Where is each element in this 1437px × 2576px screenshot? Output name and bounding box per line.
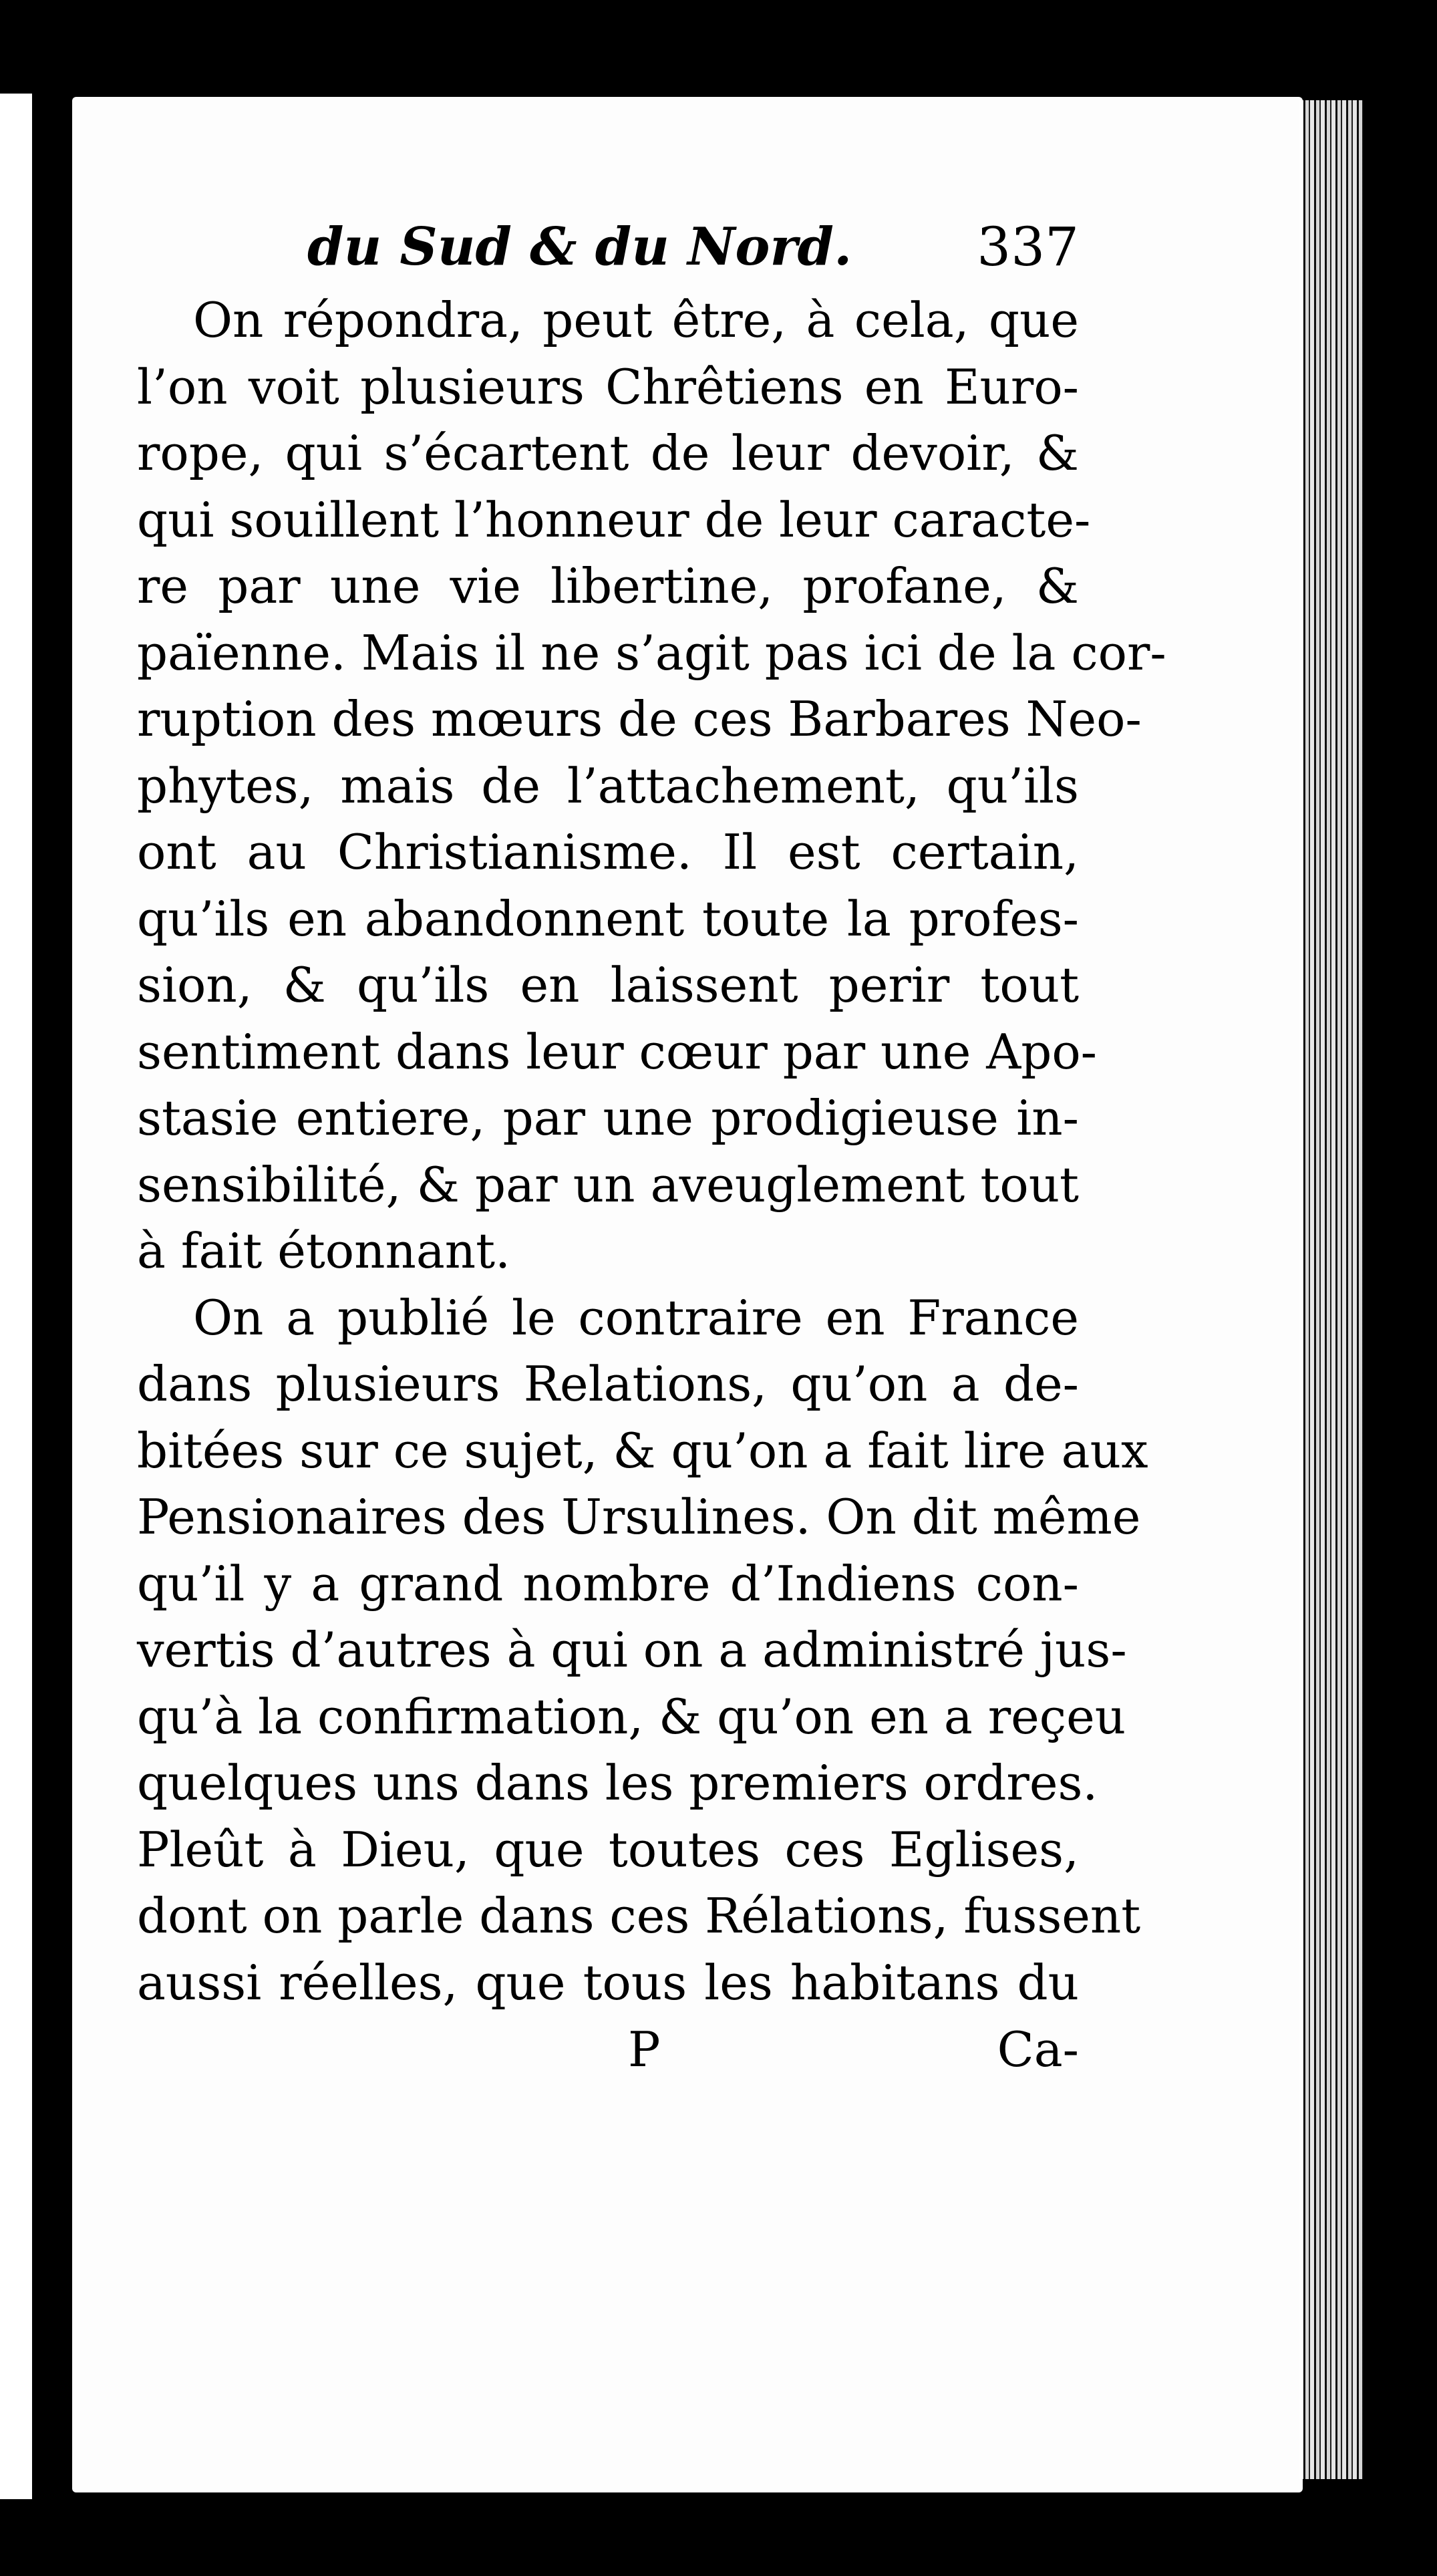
left-page-edge (0, 94, 32, 2499)
text-line: re par une vie libertine, profane, & (137, 558, 1079, 614)
page-number: 337 (977, 216, 1079, 278)
text-line: l’on voit plusieurs Chrêtiens en Euro- (137, 358, 1079, 415)
text-line: dont on parle dans ces Rélations, fussent (137, 1888, 1141, 1944)
text-line: Pensionaires des Ursulines. On dit même (137, 1489, 1141, 1545)
text-line: qui souillent l’honneur de leur caracte- (137, 491, 1091, 548)
text-line: à fait étonnant. (137, 1223, 510, 1279)
text-line: phytes, mais de l’attachement, qu’ils (137, 757, 1079, 814)
running-head: du Sud & du Nord. (307, 217, 852, 277)
text-line: stasie entiere, par une prodigieuse in- (137, 1090, 1079, 1146)
signature-mark: P (628, 2021, 661, 2078)
text-line: sentiment dans leur cœur par une Apo- (137, 1023, 1098, 1080)
text-line: qu’ils en abandonnent toute la profes- (137, 890, 1079, 947)
text-line: rope, qui s’écartent de leur devoir, & (137, 425, 1079, 481)
paragraph-1 (137, 287, 1166, 1285)
text-line: vertis d’autres à qui on a administré jus- (137, 1622, 1127, 1678)
page-footer (137, 2016, 1079, 2083)
text-line: On répondra, peut être, à cela, que (193, 292, 1079, 348)
text-line: qu’à la confirmation, & qu’on en a reçeu (137, 1688, 1126, 1745)
paragraph-2 (137, 1285, 1148, 2017)
text-line: bitées sur ce sujet, & qu’on a fait lire aux (137, 1422, 1148, 1479)
text-line: ruption des mœurs de ces Barbares Neo- (137, 691, 1142, 747)
text-line: ont au Christianisme. Il est certain, (137, 824, 1079, 880)
page-text-block (137, 214, 1166, 2083)
page-edges-stack (1299, 100, 1363, 2479)
page-header (137, 214, 1079, 287)
text-line: dans plusieurs Relations, qu’on a de- (137, 1356, 1079, 1412)
text-line: On a publié le contraire en France (193, 1289, 1079, 1346)
text-line: quelques uns dans les premiers ordres. (137, 1755, 1098, 1811)
text-line: qu’il y a grand nombre d’Indiens con- (137, 1555, 1079, 1612)
text-line: sensibilité, & par un aveuglement tout (137, 1156, 1079, 1213)
text-line: Pleût à Dieu, que toutes ces Eglises, (137, 1821, 1079, 1878)
text-line: sion, & qu’ils en laissent perir tout (137, 957, 1079, 1013)
text-line: païenne. Mais il ne s’agit pas ici de la cor- (137, 624, 1166, 681)
text-line: aussi réelles, que tous les habitans du (137, 1954, 1079, 2011)
catchword: Ca- (997, 2021, 1079, 2078)
